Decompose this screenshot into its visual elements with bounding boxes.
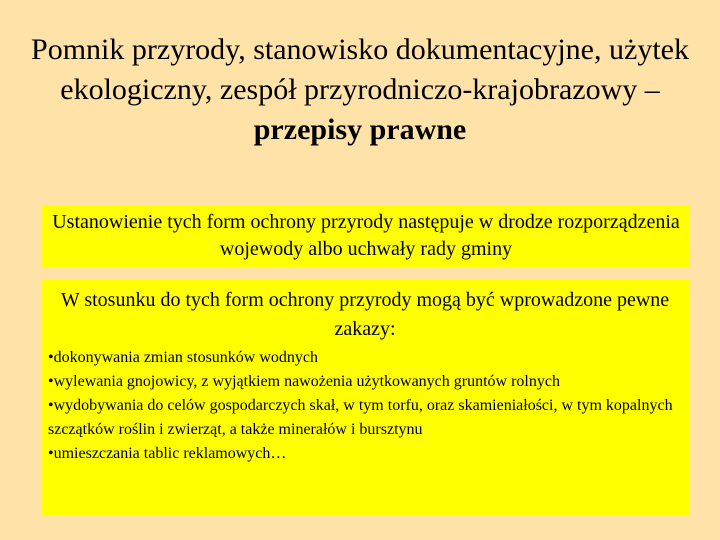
- slide-title: [10, 30, 710, 150]
- legal-basis-text: Ustanowienie tych form ochrony przyrody następuje w drodze rozporządzenia wojewody albo uchwały rady gminy: [52, 211, 680, 260]
- list-item: • umieszczania tablic reklamowych…: [48, 442, 682, 466]
- list-item: • wydobywania do celów gospodarczych skał, w tym torfu, oraz skamieniałości, w tym kopalnych szczątków roślin i zwierząt, a także minerałów i bursztynu: [48, 394, 682, 442]
- slide-title-text: Pomnik przyrody, stanowisko dokumentacyjne, użytek ekologiczny, zespół przyrodniczo-krajobrazowy –: [31, 33, 689, 106]
- prohibitions-list: [48, 346, 682, 466]
- list-item: • dokonywania zmian stosunków wodnych: [48, 346, 682, 370]
- legal-basis-box: [42, 205, 690, 267]
- prohibitions-box: [42, 280, 690, 515]
- slide-title-bold: przepisy prawne: [253, 113, 467, 146]
- list-item: • wylewania gnojowicy, z wyjątkiem nawożenia użytkowanych gruntów rolnych: [48, 370, 682, 394]
- prohibitions-heading: W stosunku do tych form ochrony przyrody mogą być wprowadzone pewne zakazy:: [60, 289, 670, 340]
